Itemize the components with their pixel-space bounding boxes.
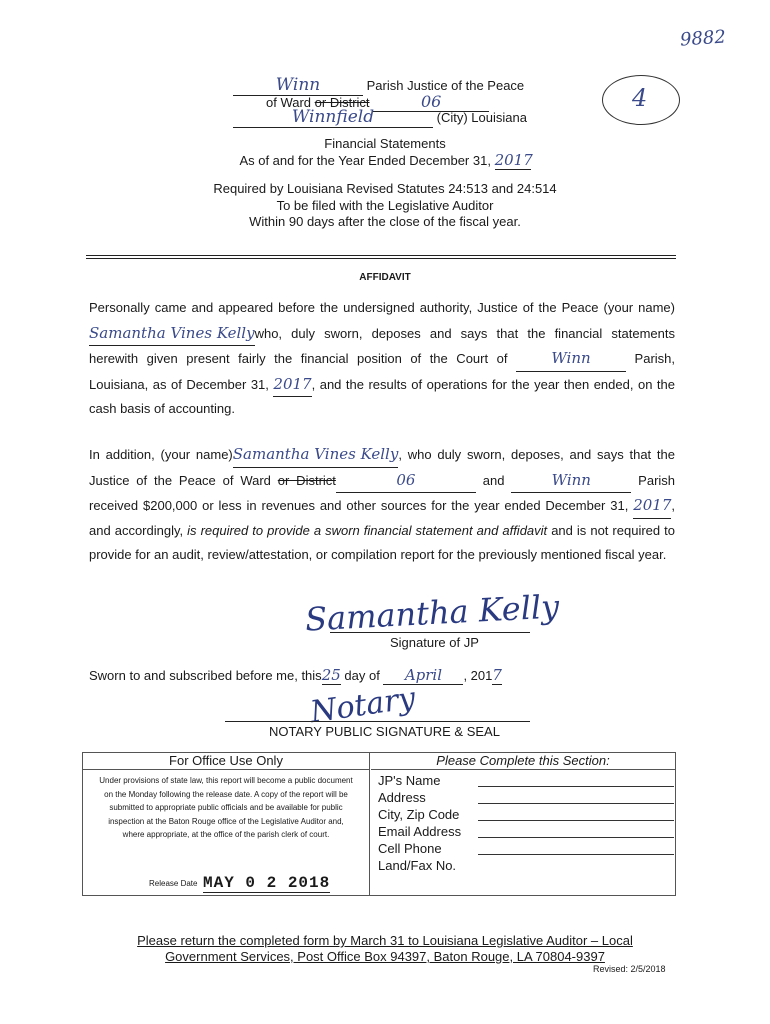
p1-year[interactable]: 2017 — [273, 372, 311, 398]
footer-line-2: Government Services, Post Office Box 94397, Baton Rouge, LA 70804-9397 — [165, 949, 605, 964]
req-line-3: Within 90 days after the close of the fiscal year. — [249, 214, 521, 229]
field-email-input[interactable] — [478, 837, 674, 838]
sworn-text-a: Sworn to and subscribed before me, this — [89, 668, 322, 683]
release-date-label: Release Date — [149, 879, 198, 888]
fs-year-value[interactable]: 2017 — [494, 151, 533, 169]
parish-label: Parish Justice of the Peace — [366, 78, 525, 93]
p2-text-e: , and accordingly, — [89, 498, 675, 538]
affidavit-title: AFFIDAVIT — [359, 272, 411, 283]
office-use-panel — [83, 753, 370, 895]
fs-title: Financial Statements — [324, 136, 446, 151]
complete-section-header: Please Complete this Section: — [371, 753, 675, 770]
p2-text-c: and — [475, 472, 512, 488]
revised-date: Revised: 2/5/2018 — [593, 964, 666, 974]
jp-signature-label: Signature of JP — [390, 635, 479, 650]
field-city-zip-input[interactable] — [478, 820, 674, 821]
sworn-line — [89, 666, 502, 685]
city-label: (City) Louisiana — [436, 110, 527, 125]
sworn-day[interactable]: 25 — [321, 666, 341, 684]
sworn-text-b: day of — [344, 668, 384, 683]
affidavit-paragraph-1 — [89, 296, 675, 422]
p1-name[interactable]: Samantha Vines Kelly — [89, 321, 255, 347]
sworn-text-c: , 201 — [463, 668, 493, 683]
field-cell-phone-input[interactable] — [478, 854, 674, 855]
field-jp-name-input[interactable] — [478, 786, 674, 787]
field-address-input[interactable] — [478, 803, 674, 804]
p1-text-c: Parish, Louisiana, as of December 31, — [89, 351, 676, 392]
office-box — [82, 752, 676, 896]
release-date-stamp: MAY 0 2 2018 — [203, 874, 331, 892]
field-address-label: Address — [378, 790, 426, 805]
p2-text-d: Parish received $200,000 or less in revenues and other sources for the year ended December 31, — [89, 472, 676, 513]
circled-number: 4 — [632, 84, 648, 112]
field-cell-phone-label: Cell Phone — [378, 841, 442, 856]
ward-label: of Ward — [266, 95, 315, 110]
p2-text-b: , who duly sworn, deposes, and says that the Justice of the Peace of Ward — [89, 447, 675, 488]
field-jp-name-label: JP's Name — [378, 773, 441, 788]
req-line-1: Required by Louisiana Revised Statutes 24:513 and 24:514 — [213, 181, 557, 196]
notary-signature[interactable]: Notary — [308, 680, 418, 731]
sworn-year-digit[interactable]: 7 — [492, 666, 502, 684]
p2-text-f: and is not required to provide for an audit, review/attestation, or compilation report for the previously mentioned fiscal year. — [89, 522, 676, 562]
fs-subtitle-prefix: As of and for the Year Ended December 31, — [239, 153, 495, 168]
field-city-zip-label: City, Zip Code — [378, 807, 460, 822]
p1-text-d: , and the results of operations for the year then ended, on the cash basis of accounting. — [89, 376, 675, 416]
p1-parish[interactable]: Winn — [516, 346, 626, 372]
corner-number: 9882 — [679, 26, 727, 51]
p2-text-a: In addition, (your name) — [89, 447, 233, 462]
p1-text-a: Personally came and appeared before the undersigned authority, Justice of the Peace (your name) — [89, 300, 675, 315]
double-rule — [86, 255, 676, 259]
field-email-label: Email Address — [378, 824, 462, 839]
notary-signature-line — [225, 721, 530, 722]
jp-signature-line — [330, 632, 530, 633]
p2-italic-text: is required to provide a sworn financial statement and affidavit — [187, 522, 548, 538]
p2-parish[interactable]: Winn — [511, 468, 631, 494]
city-line — [233, 107, 527, 128]
notary-label: NOTARY PUBLIC SIGNATURE & SEAL — [269, 724, 500, 739]
district-label-struck: or District — [314, 95, 370, 110]
affidavit-paragraph-2 — [89, 442, 675, 568]
footer-line-1: Please return the completed form by March 31 to Louisiana Legislative Auditor – Local — [137, 933, 633, 948]
req-line-2: To be filed with the Legislative Auditor — [276, 198, 494, 213]
jp-signature[interactable]: Samantha Kelly — [304, 587, 561, 639]
parish-value[interactable]: Winn — [233, 75, 363, 96]
city-value[interactable]: Winnfield — [233, 107, 433, 128]
office-use-header: For Office Use Only — [83, 753, 369, 770]
p2-ward[interactable]: 06 — [336, 468, 476, 494]
office-use-text: Under provisions of state law, this report will become a public document on the Monday following the release date. A copy of the report will be submitted to appropriate public officials and be available for public inspection at the Baton Rouge office of the Legislative Auditor and, where appropriate, at the office of the parish clerk of court. — [99, 776, 353, 839]
p2-district-struck: or District — [277, 472, 336, 488]
p2-name[interactable]: Samantha Vines Kelly — [233, 442, 399, 468]
field-land-fax-label: Land/Fax No. — [378, 858, 457, 873]
sworn-month[interactable]: April — [383, 666, 463, 685]
fs-subtitle — [0, 151, 770, 170]
ward-value[interactable]: 06 — [373, 92, 489, 112]
p2-year[interactable]: 2017 — [633, 493, 671, 519]
p1-text-b: who, duly sworn, deposes and says that the financial statements herewith given present fairly the financial position of the Court of — [89, 325, 675, 366]
